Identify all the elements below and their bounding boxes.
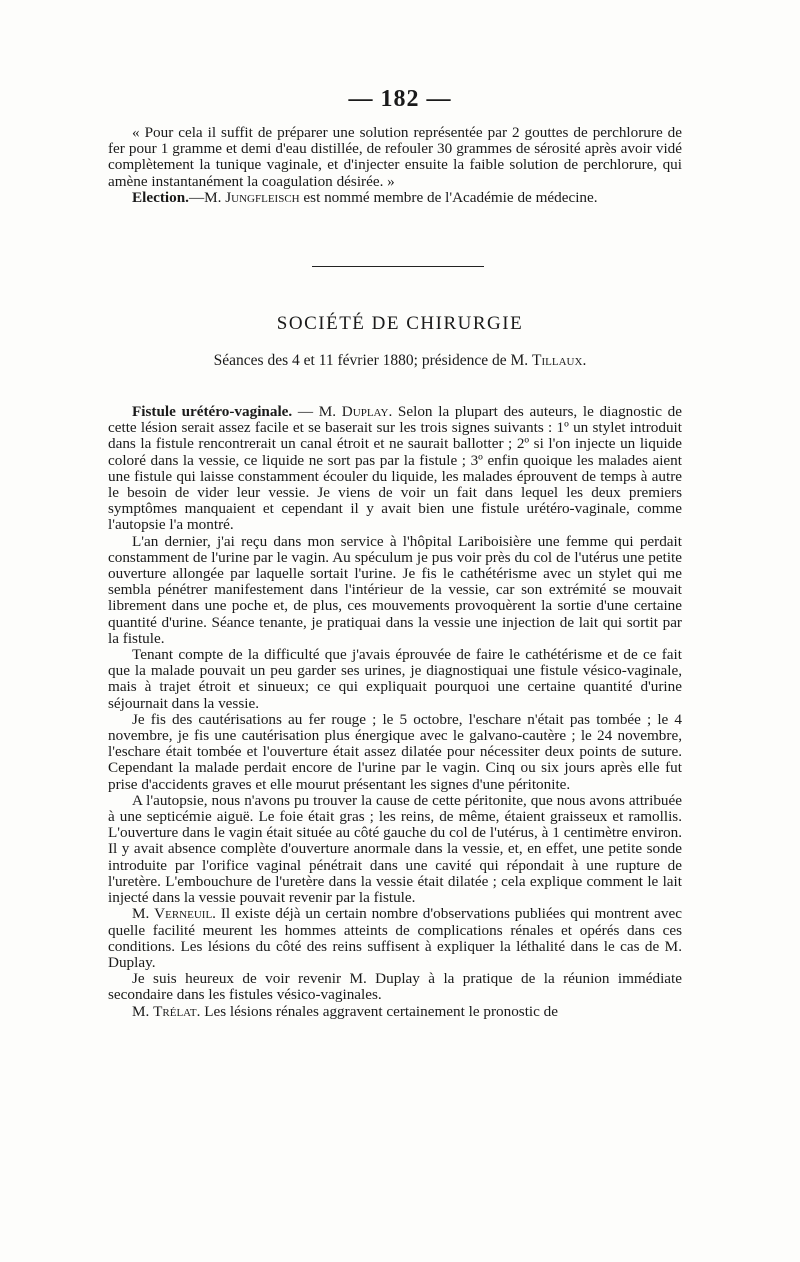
election-label: Election. (132, 188, 189, 206)
subtitle-name: Tillaux (532, 352, 583, 369)
paragraph-7: Je suis heureux de voir revenir M. Duplay à la pratique de la réunion immédiate secondaire dans les fistules vésico-vaginales. (108, 970, 682, 1004)
paragraph-4: Je fis des cautérisations au fer rouge ; le 5 octobre, l'eschare n'était pas tombée ; le 4 novembre, je fis une cautérisation plus énergique avec le galvano-cautère ; le 24 novembre, l'eschare était tombée et l'ouverture était assez dilatée pour nécessiter deux points de suture. Cependant la malade perdait encore de l'urine par le vagin. Cinq ou six jours après elle fut prise d'accidents graves et elle mourut présentant les signes d'une péritonite. (108, 710, 682, 793)
subtitle-suffix: . (582, 352, 587, 369)
quote-paragraph: « Pour cela il suffit de préparer une solution représentée par 2 gouttes de perchlorure de fer pour 1 gramme et demi d'eau distillée, de refouler 30 grammes de sérosité après avoir vidé complètement la tunique vaginale, et d'injecter ensuite la faible solution de perchlorure, qui amène instantanément la coagulation désirée. » (108, 124, 682, 190)
subtitle-prefix: Séances des 4 et 11 février 1880; présidence de M. (213, 352, 533, 369)
p8-name: Trélat (153, 1002, 197, 1020)
paragraph-8 (108, 1004, 682, 1020)
election-dash: —M. (188, 188, 226, 206)
election-paragraph (108, 190, 682, 206)
p1-heading: Fistule urétéro-vaginale. (132, 403, 293, 420)
p1-text: . Selon la plupart des auteurs, le diagnostic de cette lésion serait assez facile et se baserait sur les trois signes suivants : 1º un stylet introduit dans la fistule rencontrerait un canal étroit et ne saurait ballotter ; 2º si l'on injecte un liquide coloré dans la vessie, ce liquide ne sort pas par la fistule ; 3º enfin quoique les malades aient une fistule qui laisse constamment écouler du liquide, les malades éprouvent de temps à autre le besoin de vider leur vessie. Je viens de voir un fait dans lequel les deux premiers symptômes manquaient et cependant il y avait bien une fistule urétéro-vaginale, comme l'autopsie l'a montré. (108, 403, 682, 534)
top-block (108, 125, 682, 206)
p1-dash: — M. (292, 403, 342, 420)
election-name: Jungfleisch (225, 188, 300, 206)
p8-prefix: M. (132, 1002, 154, 1020)
section-divider (312, 266, 484, 267)
section-subtitle (0, 352, 800, 370)
election-rest: est nommé membre de l'Académie de médecine. (299, 188, 598, 206)
section-title: SOCIÉTÉ DE CHIRURGIE (276, 313, 524, 334)
p1-name: Duplay (341, 403, 389, 420)
p6-text: . Il existe déjà un certain nombre d'observations publiées qui montrent avec quelle facilité meurent les hommes atteints de complications rénales et opérés dans ces conditions. Les lésions du côté des reins suffisent à expliquer la léthalité dans le cas de M. Duplay. (108, 905, 682, 971)
body-text (108, 404, 682, 1020)
p8-text: . Les lésions rénales aggravent certainement le pronostic de (196, 1002, 559, 1020)
p6-prefix: M. (132, 905, 155, 923)
paragraph-6 (108, 906, 682, 971)
page-number: — 182 — (348, 86, 452, 112)
paragraph-3: Tenant compte de la difficulté que j'avais éprouvée de faire le cathétérisme et de ce fait que la malade pouvait un peu garder ses urines, je diagnostiquai une fistule vésico-vaginale, mais à trajet étroit et sinueux; ce qui expliquait pourquoi une certaine quantité d'urine séjournait dans la vessie. (108, 646, 682, 712)
paragraph-2: L'an dernier, j'ai reçu dans mon service à l'hôpital Lariboisière une femme qui perdait constamment de l'urine par le vagin. Au spéculum je pus voir près du col de l'utérus une petite ouverture allongée par laquelle sortait l'urine. Je fis le cathétérisme avec un stylet qui me sembla pénétrer manifestement dans l'intérieur de la vessie, car son extrémité se mouvait librement dans une poche et, de plus, ces mouvements provoquèrent la sortie d'une certaine quantité d'urine. Séance tenante, je pratiquai dans la vessie une injection de lait qui sortit par la fistule. (108, 532, 682, 647)
paragraph-5: A l'autopsie, nous n'avons pu trouver la cause de cette péritonite, que nous avons attribuée à une septicémie aiguë. Le foie était gras ; les reins, de même, étaient graisseux et ramollis. L'ouverture dans le vagin était située au côté gauche du col de l'utérus, à 1 centimètre environ. Il y avait absence complète d'ouverture anormale dans la vessie, et, en effet, une petite sonde introduite par l'orifice vaginal pénétrait dans une cavité qui répondait à une rupture de l'uretère. L'embouchure de l'uretère dans la vessie était dilatée ; cela explique comment le lait injecté dans la vessie pouvait revenir par la fistule. (108, 791, 682, 907)
paragraph-1 (108, 404, 682, 534)
p6-name: Verneuil (154, 905, 213, 923)
